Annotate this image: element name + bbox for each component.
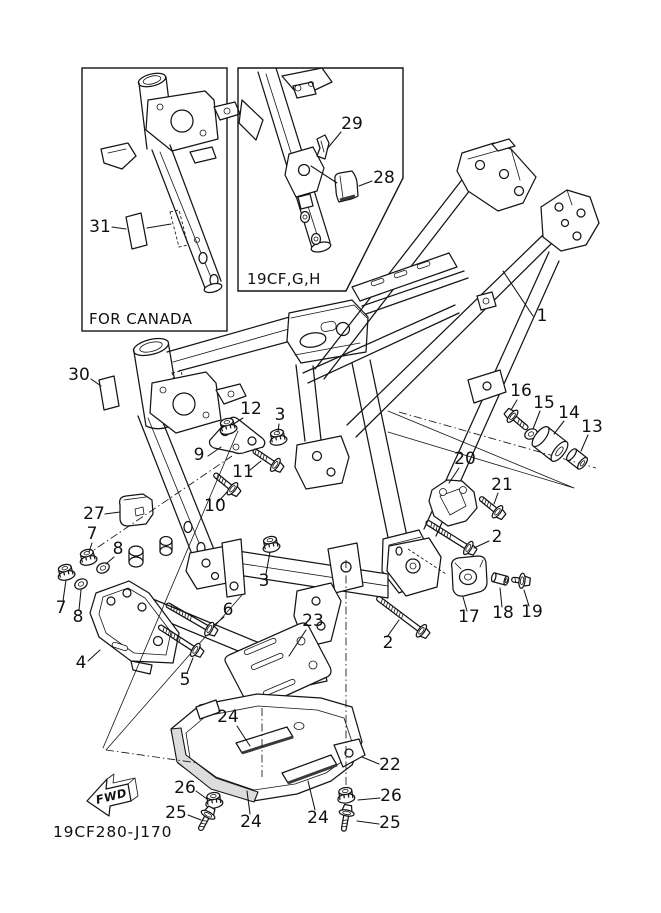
part-label-14-29: 14 [558, 403, 580, 423]
part-label-27-10: 27 [83, 504, 105, 524]
part-label-25-38: 25 [379, 813, 401, 833]
part-label-13-30: 13 [581, 417, 603, 437]
part-label-26-35: 26 [174, 778, 196, 798]
part-label-6-17: 6 [222, 600, 234, 620]
drawing-code: 19CF280-J170 [53, 823, 173, 841]
part-label-26-37: 26 [380, 786, 402, 806]
part-label-24-33: 24 [240, 812, 262, 832]
part-label-21-23: 21 [491, 475, 513, 495]
part-label-4-15: 4 [75, 653, 87, 673]
part-label-31-3: 31 [89, 217, 111, 237]
part-label-18-25: 18 [492, 603, 514, 623]
part-27-damper [120, 494, 153, 526]
part-label-3-18: 3 [258, 571, 270, 591]
part-label-25-36: 25 [165, 803, 187, 823]
part-label-20-22: 20 [454, 449, 476, 469]
part-label-2-21: 2 [382, 633, 394, 653]
part-label-9-7: 9 [193, 445, 205, 465]
part-label-5-16: 5 [179, 670, 191, 690]
part-label-22-31: 22 [379, 755, 401, 775]
part-label-8-12: 8 [112, 539, 124, 559]
part-label-11-8: 11 [232, 462, 254, 482]
part-label-16-27: 16 [510, 381, 532, 401]
part-label-10-9: 10 [204, 496, 226, 516]
part-label-19-26: 19 [521, 602, 543, 622]
part-label-24-32: 24 [217, 707, 239, 727]
part-label-23-19: 23 [302, 611, 324, 631]
part-label-12-5: 12 [240, 399, 262, 419]
inset-cfgh-caption: 19CF,G,H [247, 270, 321, 288]
part-label-7-13: 7 [55, 598, 67, 618]
part-label-28-2: 28 [373, 168, 395, 188]
part-label-2-20: 2 [491, 527, 503, 547]
part-label-15-28: 15 [533, 393, 555, 413]
part-label-3-6: 3 [274, 405, 286, 425]
part-label-7-11: 7 [86, 524, 98, 544]
part-label-17-24: 17 [458, 607, 480, 627]
part-label-29-1: 29 [341, 114, 363, 134]
part-label-24-34: 24 [307, 808, 329, 828]
fwd-label: FWD [94, 785, 129, 807]
part-label-8-14: 8 [72, 607, 84, 627]
part-label-30-4: 30 [68, 365, 90, 385]
part-17-damper [452, 556, 487, 596]
inset-canada-caption: FOR CANADA [89, 310, 193, 328]
part-label-1-0: 1 [536, 306, 548, 326]
